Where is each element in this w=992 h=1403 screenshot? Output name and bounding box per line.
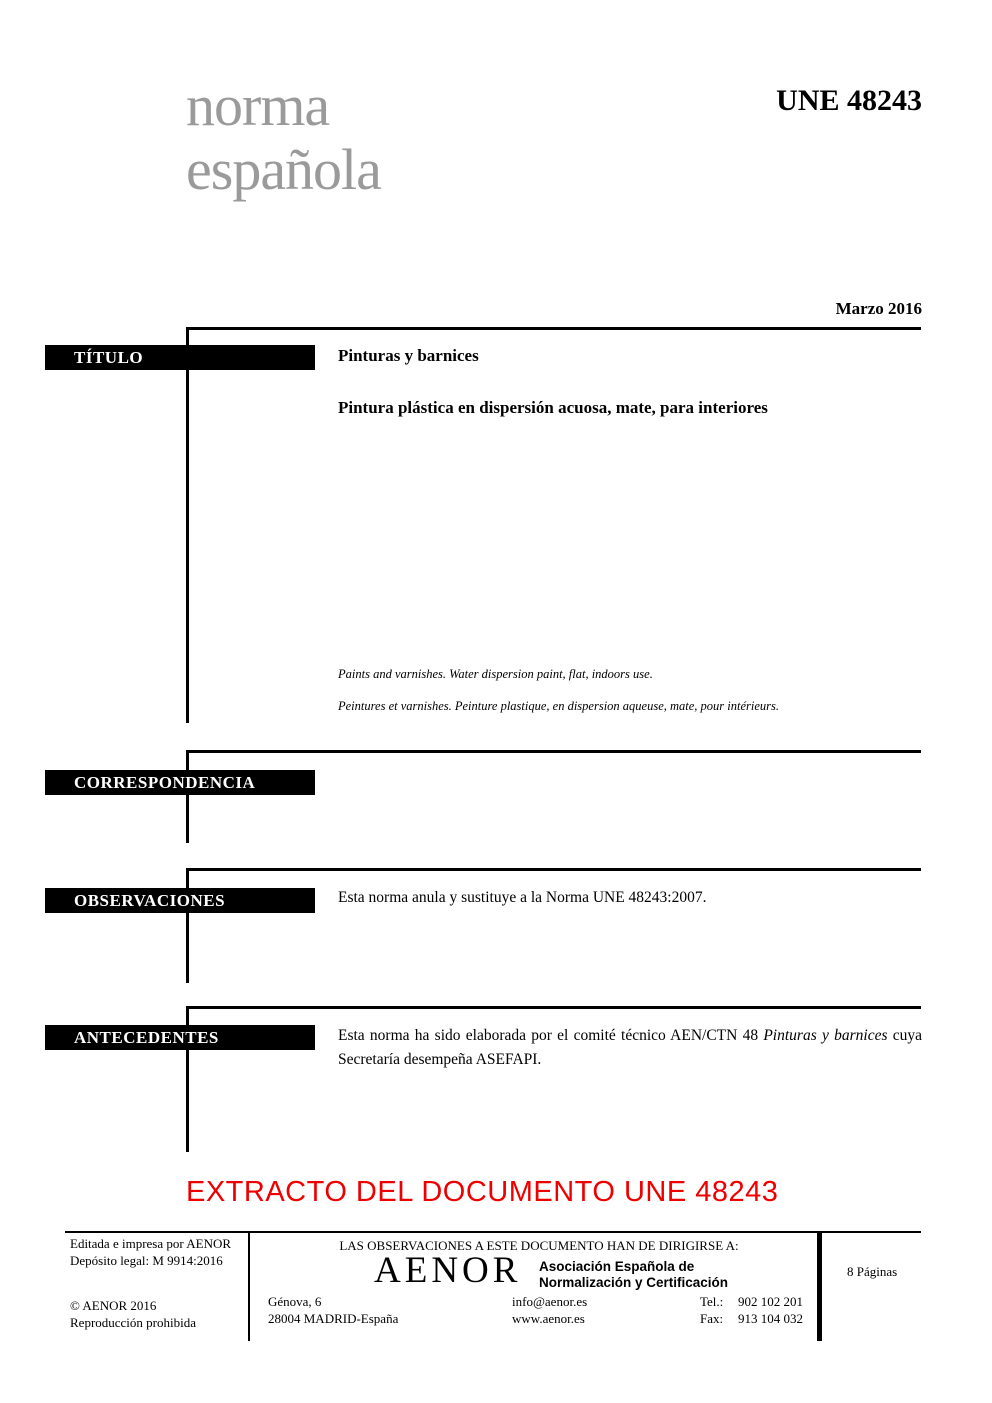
observaciones-label: OBSERVACIONES — [74, 891, 226, 910]
footer-divider-thin — [248, 1231, 250, 1341]
titulo-title-line1: Pinturas y barnices — [338, 346, 479, 365]
titulo-translation-fr: Peintures et varnishes. Peinture plastique, en dispersion aqueuse, mate, pour intérieurs. — [338, 699, 780, 713]
titulo-top-rule — [187, 327, 921, 330]
footer-phone-labels — [700, 1294, 723, 1327]
footer-top-rule — [65, 1231, 921, 1233]
aenor-name-line2: Normalización y Certificación — [539, 1275, 729, 1290]
footer-address-block — [268, 1294, 398, 1327]
titulo-label: TÍTULO — [74, 348, 144, 367]
observations-directive: LAS OBSERVACIONES A ESTE DOCUMENTO HAN DE DIRIGIRSE A: — [339, 1238, 739, 1253]
correspondencia-label: CORRESPONDENCIA — [74, 773, 256, 792]
aenor-logo: AENOR — [374, 1250, 522, 1291]
fax-value: 913 104 032 — [738, 1310, 803, 1326]
correspondencia-label-box — [45, 770, 315, 795]
legal-deposit: Depósito legal: M 9914:2016 — [70, 1252, 223, 1268]
titulo-title-line2: Pintura plástica en dispersión acuosa, mate, para interiores — [338, 398, 768, 417]
logo-line-1: norma — [186, 73, 330, 138]
footer-phone-values — [738, 1294, 803, 1327]
aenor-name-line1: Asociación Española de — [539, 1259, 695, 1274]
extract-notice: EXTRACTO DEL DOCUMENTO UNE 48243 — [186, 1176, 779, 1208]
correspondencia-top-rule — [187, 750, 921, 753]
email-text: info@aenor.es — [512, 1294, 588, 1309]
observaciones-top-rule — [187, 868, 921, 871]
tel-value: 902 102 201 — [738, 1294, 803, 1309]
fax-label: Fax: — [700, 1310, 724, 1326]
address-line2: 28004 MADRID-España — [268, 1310, 399, 1326]
titulo-translation-en: Paints and varnishes. Water dispersion paint, flat, indoors use. — [338, 667, 653, 681]
copyright-notice: © AENOR 2016 — [70, 1298, 157, 1313]
antecedentes-label-box — [45, 1025, 315, 1050]
address-line1: Génova, 6 — [268, 1294, 322, 1309]
footer-contact-block — [512, 1294, 587, 1327]
doc-code: UNE 48243 — [776, 84, 922, 117]
correspondencia-vertical-rule — [186, 750, 189, 843]
aenor-full-name — [539, 1259, 728, 1291]
observaciones-label-box — [45, 888, 315, 913]
logo-line-2: española — [186, 137, 381, 202]
antecedentes-label: ANTECEDENTES — [74, 1028, 219, 1047]
published-by: Editada e impresa por AENOR — [70, 1236, 232, 1251]
footer-divider-thick — [817, 1231, 822, 1341]
antecedentes-text — [338, 1024, 922, 1072]
antecedentes-text-part2: cuya Secretaría desempeña ASEFAPI. — [338, 1027, 922, 1068]
tel-label: Tel.: — [700, 1294, 724, 1309]
titulo-label-box — [45, 345, 315, 370]
observaciones-text: Esta norma anula y sustituye a la Norma UNE 48243:2007. — [338, 889, 707, 906]
norma-espanola-logo — [186, 74, 381, 202]
antecedentes-top-rule — [187, 1006, 921, 1009]
doc-date: Marzo 2016 — [835, 299, 922, 318]
antecedentes-text-part1: Esta norma ha sido elaborada por el comité técnico AEN/CTN 48 — [338, 1027, 764, 1044]
antecedentes-text-italic: Pinturas y barnices — [763, 1027, 888, 1044]
reproduction-notice: Reproducción prohibida — [70, 1314, 196, 1330]
footer-published-block — [70, 1236, 231, 1269]
website-text: www.aenor.es — [512, 1310, 585, 1326]
titulo-vertical-rule — [186, 327, 189, 723]
observaciones-vertical-rule — [186, 868, 189, 983]
footer-copyright-block — [70, 1298, 196, 1331]
page-count: 8 Páginas — [847, 1264, 898, 1279]
